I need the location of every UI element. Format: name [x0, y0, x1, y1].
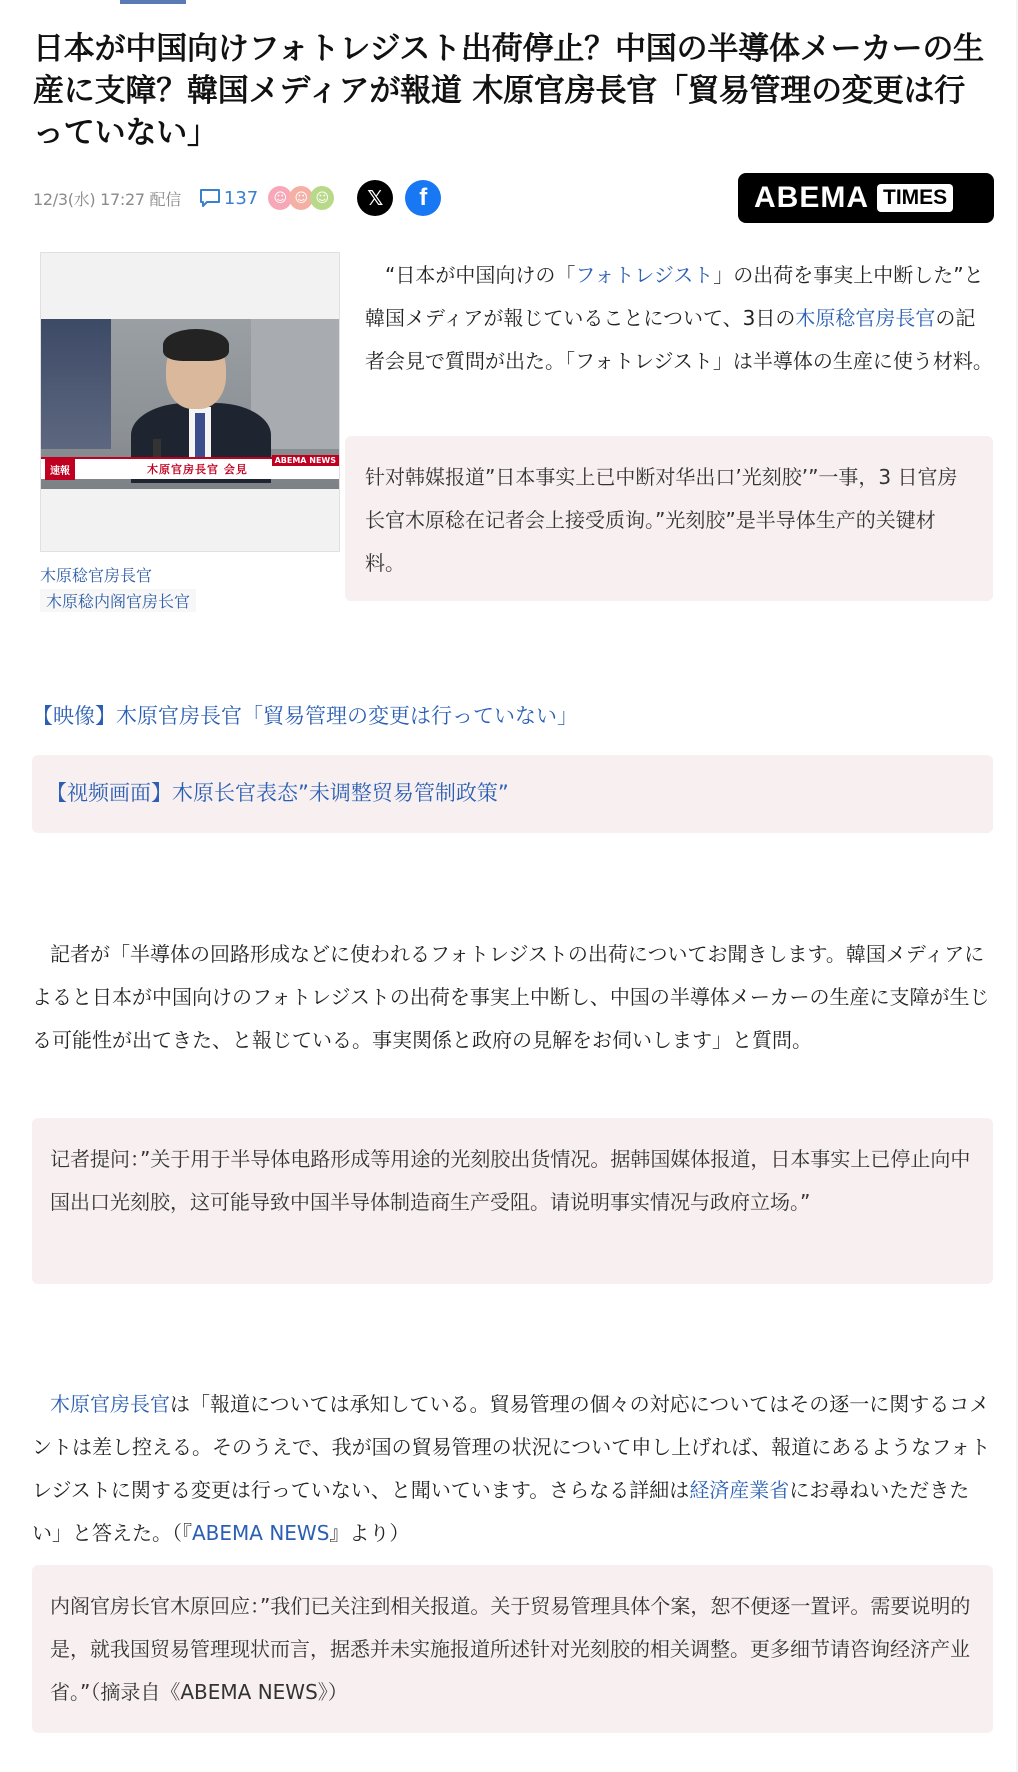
kihara-link[interactable]: 木原稔官房長官: [795, 306, 936, 330]
answer-paragraph: [32, 1383, 994, 1555]
comment-icon: [199, 188, 221, 208]
facebook-icon: f: [419, 184, 428, 211]
photo-caption-zh: 木原稔内阁官房长官: [40, 589, 196, 612]
intro-translation: 针对韩媒报道”日本事实上已中断对华出口’光刻胶’”一事，3 日官房长官木原稔在记者会上接受质询。”光刻胶”是半导体生产的关键材料。: [345, 436, 993, 601]
reaction-faces-icon[interactable]: [268, 186, 331, 210]
facebook-share-button[interactable]: [405, 180, 441, 216]
abema-times-logo[interactable]: [738, 173, 994, 223]
reaction-face-green-icon: ☺: [310, 186, 334, 210]
video-translation: 【视频画面】木原长官表态”未调整贸易管制政策”: [32, 755, 993, 833]
ticker-tag: 速報: [45, 459, 75, 480]
video-link[interactable]: 【映像】木原官房長官「貿易管理の変更は行っていない」: [32, 704, 578, 728]
intro-text-2: 」の出荷を事実上中断した”と韓国メディアが報じていることについて、3日の: [365, 263, 984, 330]
kihara-answer-link[interactable]: 木原官房長官: [50, 1392, 170, 1416]
reaction-face-pink-icon: ☺: [268, 186, 292, 210]
photo-person-hair: [163, 329, 229, 361]
photo-background-flag: [41, 319, 111, 449]
question-translation: 记者提问：”关于用于半导体电路形成等用途的光刻胶出货情况。据韩国媒体报道，日本事实上已停止向中国出口光刻胶，这可能导致中国半导体制造商生产受阻。请说明事实情况与政府立场。”: [32, 1118, 993, 1284]
intro-text-3: の記者会見で質問が出た。「フォトレジスト」は半導体の生産に使う材料。: [365, 306, 993, 373]
intro-paragraph: [365, 254, 995, 383]
photo-caption-ja: 木原稔官房長官: [40, 566, 153, 585]
article-photo[interactable]: [40, 252, 340, 552]
brand-sub: TIMES: [877, 184, 953, 212]
question-paragraph: 記者が「半導体の回路形成などに使われるフォトレジストの出荷についてお聞きします。韓国メディアによると日本が中国向けのフォトレジストの出荷を事実上中断し、中国の半導体メーカーの生産に支障が生じる可能性が出てきた、と報じている。事実関係と政府の見解をお伺いします」と質問。: [32, 942, 990, 1052]
x-icon: 𝕏: [367, 186, 384, 210]
intro-text-1: “日本が中国向けの「: [385, 263, 576, 287]
reaction-face-salmon-icon: ☺: [289, 186, 313, 210]
ticker-text: 木原官房長官 会見: [147, 463, 248, 476]
answer-text-1: は「報道については承知している。貿易管理の個々の対応についてはその逐一に関するコメントは差し控える。そのうえで、我が国の貿易管理の状況について申し上げれば、報道にあるようなフォトレジストに関する変更は行っていない、と聞いています。さらなる詳細は: [32, 1392, 991, 1502]
x-share-button[interactable]: [357, 180, 393, 216]
photo-ticker: [41, 457, 340, 479]
publish-datetime: 12/3(水) 17:27 配信: [33, 189, 181, 209]
article-title: 日本が中国向けフォトレジスト出荷停止？中国の半導体メーカーの生産に支障？韓国メディアが報道 木原官房長官「貿易管理の変更は行っていない」: [33, 31, 984, 151]
comment-count: 137: [223, 187, 259, 209]
answer-text-3: 』より）: [329, 1521, 410, 1545]
photoresist-link[interactable]: フォトレジスト: [575, 263, 714, 287]
brand-main: ABEMA: [754, 181, 869, 214]
comments-link[interactable]: [199, 188, 258, 209]
answer-translation: 内阁官房长官木原回应：”我们已关注到相关报道。关于贸易管理具体个案，恕不便逐一置评。需要说明的是，就我国贸易管理现状而言，据悉并未实施报道所述针对光刻胶的相关调整。更多细节请咨询经济产业省。”（摘录自《ABEMA NEWS》）: [32, 1565, 993, 1733]
top-accent-bar: [120, 0, 186, 4]
ticker-logo: ABEMA NEWS: [272, 455, 339, 466]
abema-news-link[interactable]: ABEMA NEWS: [192, 1521, 330, 1545]
answer-text-2: にお尋ねいただきたい」と答えた。（『: [32, 1478, 970, 1545]
meti-link[interactable]: 経済産業省: [689, 1478, 790, 1502]
photo-person-tie: [195, 413, 205, 463]
